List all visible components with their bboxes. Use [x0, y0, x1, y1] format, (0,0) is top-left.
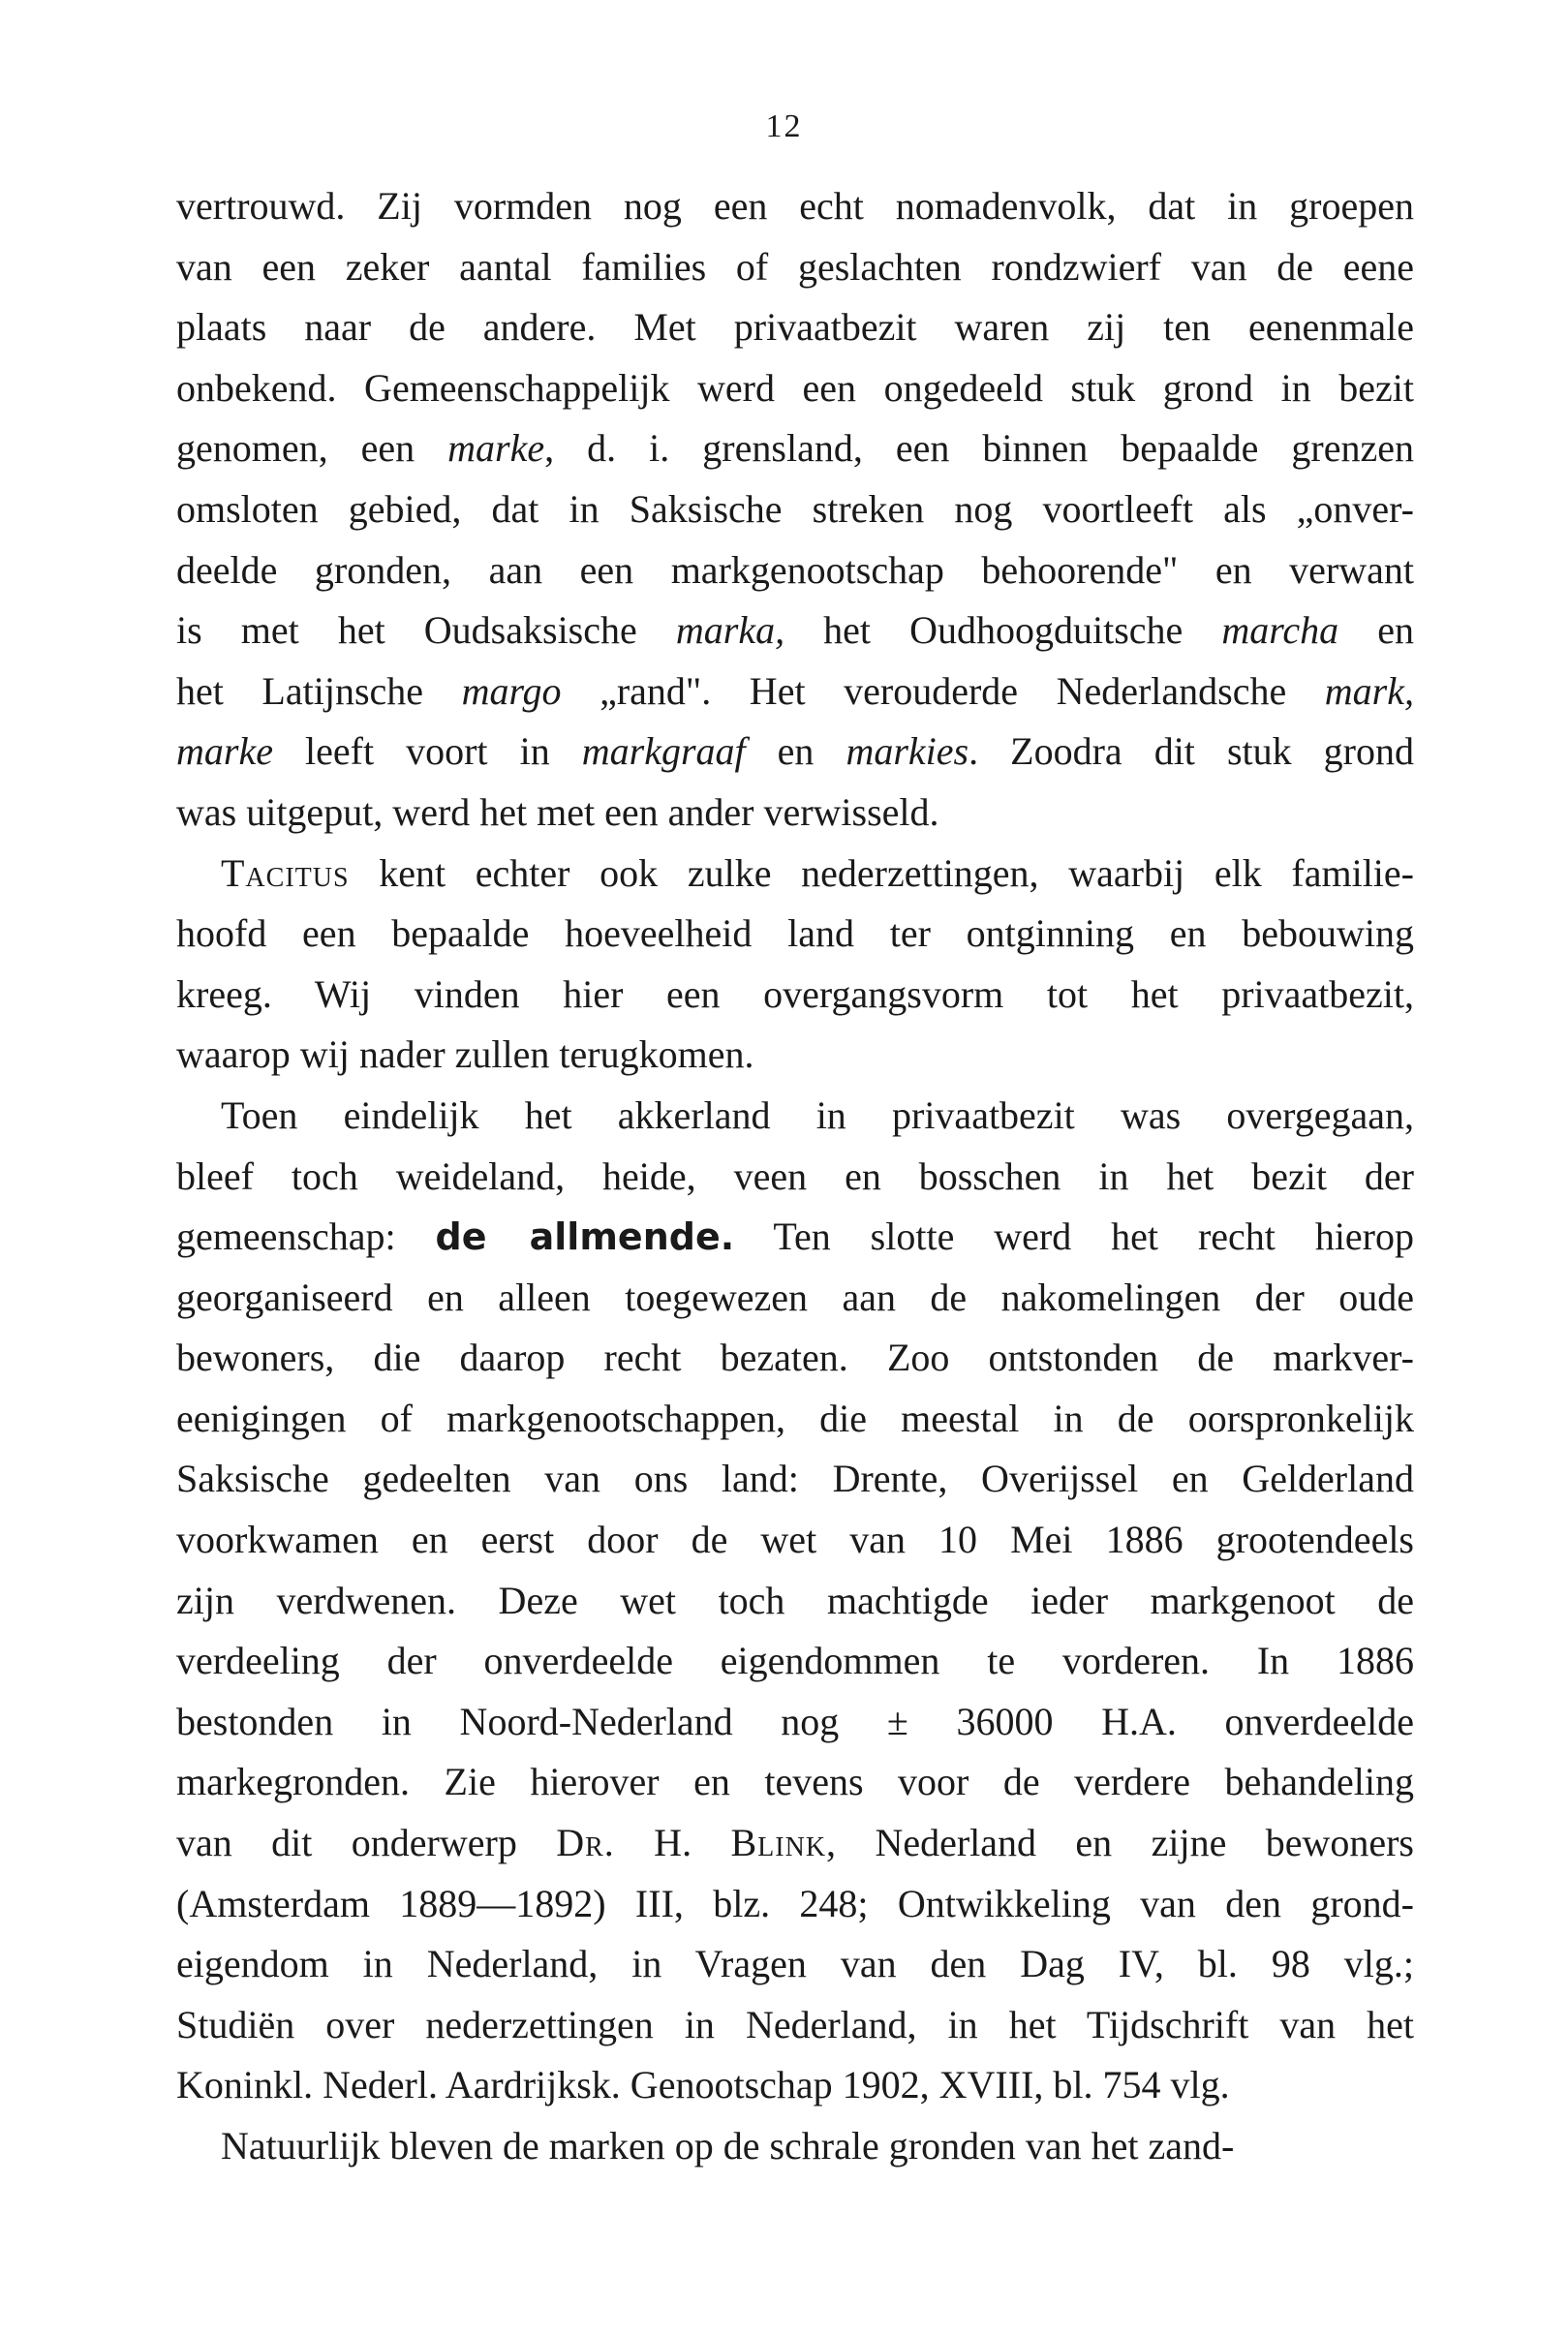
- text-line: [176, 479, 1414, 540]
- text-run: gemeenschap:: [176, 1215, 436, 1259]
- text-run: genomen, een: [176, 426, 448, 471]
- text-line: [176, 965, 1414, 1026]
- text-line: [176, 1631, 1414, 1692]
- text-line: [176, 1571, 1414, 1632]
- text-run: eenigingen of markgenootschappen, die meestal in de oorspronkelijk: [176, 1396, 1414, 1440]
- text-run: bleef toch weideland, heide, veen en bosschen in het bezit der: [176, 1153, 1414, 1198]
- styled-text: Dr.: [556, 1821, 615, 1865]
- text-run: was uitgeput, werd het met een ander verwisseld.: [176, 789, 939, 834]
- text-run: Ten slotte werd het recht hierop: [734, 1215, 1414, 1259]
- text-line: [176, 1207, 1414, 1268]
- text-line: [176, 1268, 1414, 1329]
- text-line: [176, 1510, 1414, 1571]
- styled-text: Blink: [730, 1821, 827, 1865]
- paragraph: [176, 1086, 1414, 2116]
- text-run: bewoners, die daarop recht bezaten. Zoo ontstonden de markver-: [176, 1336, 1414, 1380]
- text-run: eigendom in Nederland, in Vragen van den Dag IV, bl. 98 vlg.;: [176, 1942, 1414, 1986]
- text-line: [176, 661, 1414, 723]
- text-line: [176, 1813, 1414, 1874]
- text-run: het Latijnsche: [176, 668, 462, 713]
- text-run: georganiseerd en alleen toegewezen aan de nakomelingen der oude: [176, 1275, 1414, 1319]
- text-run: Studiën over nederzettingen in Nederland, in het Tijdschrift van het: [176, 2002, 1414, 2046]
- text-line: [176, 904, 1414, 965]
- text-line: [176, 1389, 1414, 1450]
- styled-text: mark,: [1324, 668, 1415, 713]
- styled-text: marka,: [675, 608, 785, 653]
- text-run: het Oudhoogduitsche: [784, 608, 1222, 653]
- text-run: en: [745, 729, 846, 774]
- text-run: van een zeker aantal families of geslachten rondzwierf van de eene: [176, 244, 1414, 289]
- text-line: [176, 540, 1414, 601]
- text-line: [176, 1692, 1414, 1753]
- body-text: [176, 176, 1414, 2177]
- text-run: Koninkl. Nederl. Aardrijksk. Genootschap 1902, XVIII, bl. 754 vlg.: [176, 2063, 1230, 2107]
- text-run: Toen eindelijk het akkerland in privaatbezit was overgegaan,: [221, 1092, 1414, 1137]
- text-run: omsloten gebied, dat in Saksische streken nog voortleeft als „onver-: [176, 486, 1414, 531]
- paragraph: [176, 844, 1414, 1086]
- text-run: en: [1338, 608, 1414, 653]
- text-line: [176, 2055, 1414, 2116]
- text-run: voorkwamen en eerst door de wet van 10 Mei 1886 grootendeels: [176, 1518, 1414, 1562]
- text-line: [176, 783, 1414, 844]
- text-run: plaats naar de andere. Met privaatbezit waren zij ten eenenmale: [176, 305, 1414, 350]
- styled-text: de allmende.: [435, 1215, 735, 1259]
- text-run: Saksische gedeelten van ons land: Drente, Overijssel en Gelderland: [176, 1457, 1414, 1501]
- text-run: van dit onderwerp: [176, 1821, 557, 1865]
- text-line: [176, 1086, 1414, 1147]
- text-run: , Nederland en zijne bewoners: [826, 1821, 1415, 1865]
- styled-text: marke: [447, 426, 545, 471]
- styled-text: Tacitus: [221, 850, 350, 895]
- text-line: [176, 358, 1414, 419]
- text-line: [176, 722, 1414, 783]
- text-line: [176, 600, 1414, 661]
- text-run: , d. i. grensland, een binnen bepaalde grenzen: [544, 426, 1414, 471]
- text-run: H.: [614, 1821, 731, 1865]
- text-line: [176, 176, 1414, 237]
- text-run: leeft voort in: [272, 729, 582, 774]
- styled-text: markgraaf: [581, 729, 746, 774]
- text-line: [176, 1874, 1414, 1935]
- text-run: kent echter ook zulke nederzettingen, waarbij elk familie-: [349, 850, 1414, 895]
- text-line: [176, 1449, 1414, 1510]
- styled-text: marke: [176, 729, 273, 774]
- paragraph: [176, 176, 1414, 844]
- text-run: kreeg. Wij vinden hier een overgangsvorm tot het privaatbezit,: [176, 971, 1414, 1016]
- text-run: zijn verdwenen. Deze wet toch machtigde ieder markgenoot de: [176, 1578, 1414, 1622]
- page-number: 12: [765, 108, 803, 144]
- text-line: [176, 1025, 1414, 1086]
- styled-text: margo: [461, 668, 562, 713]
- text-line: [176, 1934, 1414, 1995]
- text-run: „rand". Het verouderde Nederlandsche: [561, 668, 1325, 713]
- text-run: vertrouwd. Zij vormden nog een echt nomadenvolk, dat in groepen: [176, 184, 1414, 228]
- text-line: [176, 1995, 1414, 2056]
- text-run: bestonden in Noord-Nederland nog ± 36000 H.A. onverdeelde: [176, 1699, 1414, 1743]
- text-line: [176, 297, 1414, 358]
- text-line: [176, 2116, 1414, 2177]
- text-line: [176, 1752, 1414, 1813]
- text-line: [176, 844, 1414, 905]
- text-run: is met het Oudsaksische: [176, 608, 676, 653]
- text-run: (Amsterdam 1889—1892) III, blz. 248; Ontwikkeling van den grond-: [176, 1881, 1414, 1925]
- text-run: Natuurlijk bleven de marken op de schrale gronden van het zand-: [221, 2124, 1235, 2168]
- text-line: [176, 418, 1414, 479]
- text-line: [176, 1147, 1414, 1208]
- styled-text: markies: [845, 729, 969, 774]
- text-run: verdeeling der onverdeelde eigendommen te vorderen. In 1886: [176, 1639, 1414, 1683]
- text-run: onbekend. Gemeenschappelijk werd een ongedeeld stuk grond in bezit: [176, 365, 1414, 410]
- text-run: hoofd een bepaalde hoeveelheid land ter ontginning en bebouwing: [176, 911, 1414, 956]
- text-run: markegronden. Zie hierover en tevens voor de verdere behandeling: [176, 1760, 1414, 1804]
- text-run: . Zoodra dit stuk grond: [968, 729, 1414, 774]
- text-line: [176, 237, 1414, 298]
- text-run: waarop wij nader zullen terugkomen.: [176, 1032, 754, 1077]
- styled-text: marcha: [1221, 608, 1339, 653]
- text-run: deelde gronden, aan een markgenootschap behoorende" en verwant: [176, 547, 1414, 592]
- paragraph: [176, 2116, 1414, 2177]
- text-line: [176, 1328, 1414, 1389]
